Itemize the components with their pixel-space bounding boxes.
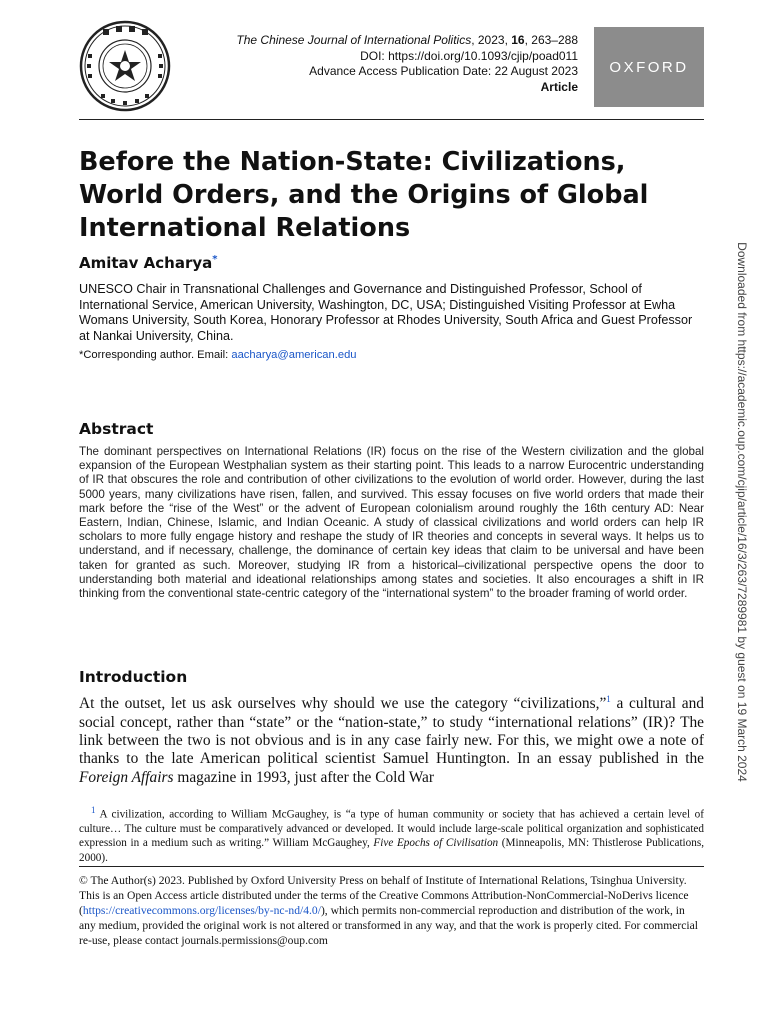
license-text: This is an Open Access article distributed under the terms of the Creative Commons Attribution-NonCommercial-NoDerivs licence (https://creativecommons.org/licenses/by-nc-nd/4.0/), which permits non-commercial reproduction and distribution of the work, in any medium, provided the original work is not altered or transformed in any way, and that the work is properly cited. For commercial re-use, please contact journals.permissions@oup.com bbox=[79, 889, 699, 947]
article-title: Before the Nation-State: Civilizations, World Orders, and the Origins of Global International Relations bbox=[79, 147, 649, 243]
author-email-link[interactable]: aacharya@american.edu bbox=[231, 349, 357, 361]
author-name[interactable]: Amitav Acharya* bbox=[79, 254, 218, 272]
pages: , 263–288 bbox=[524, 33, 578, 47]
book-title: Five Epochs of Civilisation bbox=[373, 837, 499, 850]
volume: 16 bbox=[511, 33, 525, 47]
license-divider bbox=[79, 866, 704, 867]
license-url-link[interactable]: https://creativecommons.org/licenses/by-nc-nd/4.0/ bbox=[82, 904, 321, 917]
journal-metadata bbox=[236, 33, 578, 95]
tsinghua-seal-icon bbox=[79, 20, 171, 112]
abstract-heading: Abstract bbox=[79, 420, 154, 438]
article-type: Article bbox=[540, 79, 578, 94]
abstract-text: The dominant perspectives on International Relations (IR) focus on the rise of the Western civilization and the global expansion of the European Westphalian system as their starting point. This leads to a narrow Eurocentric understanding of IR that obscures the role and contribution of other civilizations to the evolution of world order. However, during the last 5000 years, many civilizations have risen, fallen, and survived. This essay focuses on five world orders that made their mark before the “rise of the West” or the advent of European colonialism around roughly the 16th century AD: Near Eastern, Indian, Chinese, Islamic, and Indian Oceanic. A study of classical civilizations and world orders can help IR scholars to more fully engage history and reshape the study of IR theories and concepts in several ways. It helps us to understand, and if necessary, challenge, the dominance of certain key ideas that claim to be universal and have been taken for granted as such. Moreover, studying IR from a historical–civilizational perspective opens the door to understanding both material and ideational relationships among states and societies. It also encourages a shift in IR thinking from the conventional state-centric category of the “international system” to the broader framing of world order. bbox=[79, 445, 704, 601]
download-watermark bbox=[722, 232, 762, 792]
footnote: $^1$ A civilization, according to William McGaughey, is “a type of human community or society that has achieved a certain level of culture… The culture must be comparatively advanced or developed. It would include large-scale political organization and sophisticated expression in a medium such as writing.” William McGaughey, Five Epochs of Civilisation (Minneapolis, MN: Thistlerose Publications, 2000). bbox=[79, 805, 704, 864]
corresponding-author: *Corresponding author. Email: aacharya@american.edu bbox=[79, 349, 357, 361]
magazine-name: Foreign Affairs bbox=[79, 768, 174, 786]
doi[interactable]: DOI: https://doi.org/10.1093/cjip/poad011 bbox=[360, 48, 578, 63]
header-divider bbox=[79, 119, 704, 120]
citation-year: , 2023, bbox=[471, 33, 512, 47]
oxford-logo[interactable]: OXFORD bbox=[594, 27, 704, 107]
footnote-ref[interactable]: 1 bbox=[606, 694, 611, 704]
access-date: Advance Access Publication Date: 22 August 2023 bbox=[309, 64, 578, 79]
copyright-notice: © The Author(s) 2023. Published by Oxford University Press on behalf of Institute of International Relations, Tsinghua University. bbox=[79, 874, 687, 887]
author-affiliation: UNESCO Chair in Transnational Challenges and Governance and Distinguished Professor, School of International Service, American University, Washington, DC, USA; Distinguished Visiting Professor at Ewha Womans University, South Korea, Honorary Professor at Rhodes University, South Africa and Guest Professor at Nankai University, China. bbox=[79, 282, 693, 343]
introduction-text: At the outset, let us ask ourselves why should we use the category “civilizations,”$^1$ a cultural and social concept, rather than “state” or the “nation-state,” to study “international relations” (IR)? The link between the two is not obvious and is in any case fairly new. For this, we might owe a note of thanks to the late American political scientist Samuel Huntington. In an essay published in the Foreign Affairs magazine in 1993, just after the Cold War bbox=[79, 694, 704, 786]
download-note: Downloaded from https://academic.oup.com/cjip/article/16/3/263/7289981 by guest on 19 March 2024 bbox=[735, 242, 749, 782]
journal-name[interactable]: The Chinese Journal of International Politics bbox=[236, 33, 472, 47]
footnote-number[interactable]: 1 bbox=[91, 805, 96, 815]
corresponding-marker[interactable]: * bbox=[212, 254, 218, 265]
introduction-heading: Introduction bbox=[79, 668, 188, 686]
license-block bbox=[79, 873, 704, 948]
